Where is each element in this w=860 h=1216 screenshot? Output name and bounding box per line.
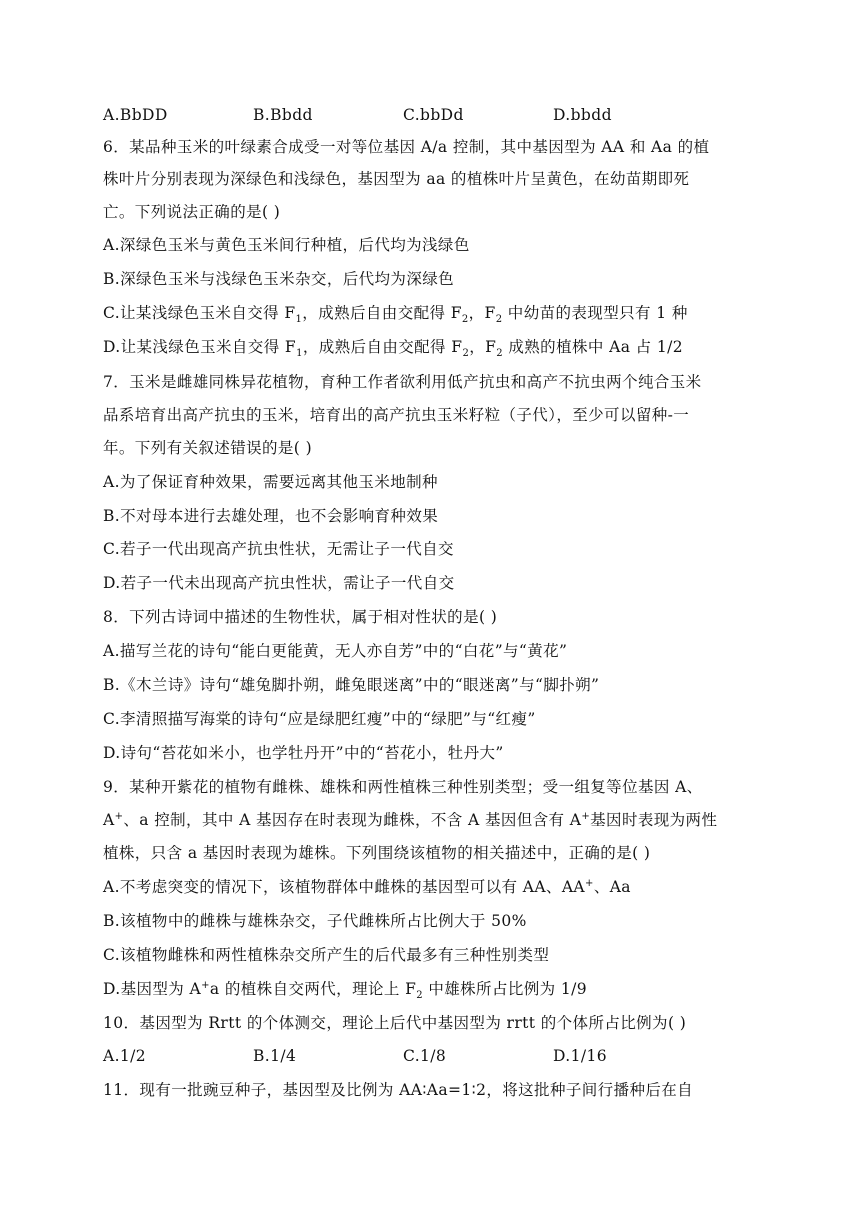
q5-option-d: D.bbdd	[553, 106, 612, 124]
q9-option-a: A.不考虑突变的情况下，该植物群体中雌株的基因型可以有 AA、AA+、Aa	[103, 877, 631, 896]
q8-option-d: D.诗句“苔花如米小，也学牡丹开”中的“苔花小，牡丹大”	[103, 744, 504, 762]
q11-stem: 11．现有一批豌豆种子，基因型及比例为 AA∶Aa=1∶2，将这批种子间行播种后在自	[103, 1081, 694, 1099]
q6-stem-line-1: 6．某品种玉米的叶绿素合成受一对等位基因 A/a 控制，其中基因型为 AA 和 Aa 的植	[103, 138, 710, 156]
q9-option-d: D.基因型为 A+a 的植株自交两代，理论上 $F_2$ 中雄株所占比例为 1/9	[103, 979, 588, 1002]
q6-stem-line-3: 亡。下列说法正确的是( )	[103, 203, 281, 221]
q5-option-c: C.bbDd	[403, 106, 464, 124]
q9-stem-line-2: A+、a 控制，其中 A 基因存在时表现为雌株，不含 A 基因但含有 A+基因时表现为两性	[103, 810, 718, 829]
q10-option-b: B.1/4	[253, 1047, 297, 1065]
q10-option-a: A.1/2	[103, 1047, 147, 1065]
q9-stem-line-3: 植株，只含 a 基因时表现为雄株。下列围绕该植物的相关描述中，正确的是( )	[103, 844, 651, 862]
q7-stem-line-1: 7．玉米是雌雄同株异花植物，育种工作者欲利用低产抗虫和高产不抗虫两个纯合玉米	[103, 373, 702, 391]
q9-option-b: B.该植物中的雌株与雄株杂交，子代雌株所占比例大于 50%	[103, 912, 527, 930]
q8-option-b: B.《木兰诗》诗句“雄兔脚扑朔，雌兔眼迷离”中的“眼迷离”与“脚扑朔”	[103, 676, 600, 694]
q5-option-a: A.BbDD	[103, 106, 168, 124]
q10-stem: 10．基因型为 Rrtt 的个体测交，理论上后代中基因型为 rrtt 的个体所占比例为( )	[103, 1014, 687, 1032]
q7-option-d: D.若子一代未出现高产抗虫性状，需让子一代自交	[103, 574, 455, 592]
q9-option-c: C.该植物雌株和两性植株杂交所产生的后代最多有三种性别类型	[103, 946, 550, 964]
q6-option-a: A.深绿色玉米与黄色玉米间行种植，后代均为浅绿色	[103, 236, 470, 254]
q6-option-c: C.让某浅绿色玉米自交得 $F_1$，成熟后自由交配得 $F_2$，$F_2$ 中幼苗的表现型只有 1 种	[103, 304, 688, 326]
q8-option-c: C.李清照描写海棠的诗句“应是绿肥红瘦”中的“绿肥”与“红瘦”	[103, 710, 536, 728]
q10-option-d: D.1/16	[553, 1047, 608, 1065]
q8-stem: 8．下列古诗词中描述的生物性状，属于相对性状的是( )	[103, 608, 498, 626]
q7-option-c: C.若子一代出现高产抗虫性状，无需让子一代自交	[103, 540, 454, 558]
q5-option-b: B.Bbdd	[253, 106, 313, 124]
q6-option-b: B.深绿色玉米与浅绿色玉米杂交，后代均为深绿色	[103, 270, 455, 288]
q7-stem-line-2: 品系培育出高产抗虫的玉米，培育出的高产抗虫玉米籽粒（子代），至少可以留种-一	[103, 406, 690, 424]
q7-option-a: A.为了保证育种效果，需要远离其他玉米地制种	[103, 473, 438, 491]
q7-stem-line-3: 年。下列有关叙述错误的是( )	[103, 439, 313, 457]
q7-option-b: B.不对母本进行去雄处理，也不会影响育种效果	[103, 507, 439, 525]
q10-option-c: C.1/8	[403, 1047, 447, 1065]
q9-stem-line-1: 9．某种开紫花的植物有雌株、雄株和两性植株三种性别类型；受一组复等位基因 A、	[103, 778, 703, 796]
q6-option-d: D.让某浅绿色玉米自交得 $F_1$，成熟后自由交配得 $F_2$，$F_2$ 成熟的植株中 Aa 占 1/2	[103, 338, 684, 360]
q8-option-a: A.描写兰花的诗句“能白更能黄，无人亦自芳”中的“白花”与“黄花”	[103, 642, 568, 660]
q6-stem-line-2: 株叶片分别表现为深绿色和浅绿色，基因型为 aa 的植株叶片呈黄色，在幼苗期即死	[103, 170, 690, 188]
